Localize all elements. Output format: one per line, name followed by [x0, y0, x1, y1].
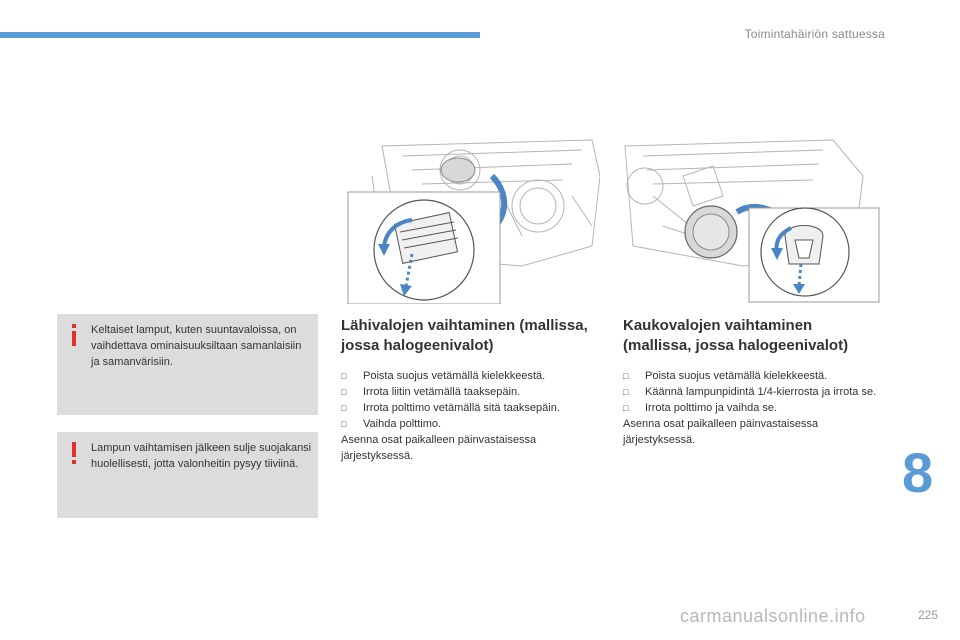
watermark: carmanualsonline.info: [680, 606, 866, 626]
list-item: □ Irrota liitin vetämällä taaksepäin.: [341, 386, 521, 398]
checkbox-bullet-icon: □: [341, 403, 347, 413]
warning-icon: [69, 442, 79, 464]
page-header-title: Toimintahäiriön sattuessa: [744, 27, 885, 41]
list-item: □ Poista suojus vetämällä kielekkeestä.: [623, 370, 828, 382]
checkbox-bullet-icon: □: [623, 387, 629, 397]
info-note-text: Keltaiset lamput, kuten suuntavaloissa, on vaihdettava ominaisuuksiltaan samanlaisiin ja samanvärisiin.: [91, 324, 302, 368]
low-beam-section: [341, 316, 599, 464]
checkbox-bullet-icon: □: [341, 387, 347, 397]
warning-note: [57, 432, 318, 518]
low-beam-title: Lähivalojen vaihtaminen (mallissa, jossa halogeenivalot): [341, 317, 588, 354]
list-item: □ Irrota polttimo vetämällä sitä taaksepäin.: [341, 402, 560, 414]
headlamp-low-beam-drawing: [342, 136, 600, 304]
header-accent-bar: [0, 32, 480, 38]
info-note: [57, 314, 318, 415]
chapter-number: 8: [902, 441, 934, 504]
low-beam-steps: [341, 368, 599, 432]
low-beam-closing: Asenna osat paikalleen päinvastaisessa järjestyksessä.: [341, 434, 537, 462]
checkbox-bullet-icon: □: [341, 371, 347, 381]
checkbox-bullet-icon: □: [623, 403, 629, 413]
high-beam-closing: Asenna osat paikalleen päinvastaisessa järjestyksessä.: [623, 418, 819, 446]
low-beam-illustration: [342, 136, 600, 304]
checkbox-bullet-icon: □: [623, 371, 629, 381]
checkbox-bullet-icon: □: [341, 419, 347, 429]
warning-note-text: Lampun vaihtamisen jälkeen sulje suojakansi huolellisesti, jotta valonheitin pysyy tiiviinä.: [91, 442, 312, 470]
high-beam-steps: [623, 368, 881, 416]
headlamp-high-beam-drawing: [623, 136, 883, 304]
high-beam-illustration: [623, 136, 883, 304]
high-beam-title: Kaukovalojen vaihtaminen (mallissa, jossa halogeenivalot): [623, 317, 849, 354]
list-item: □ Poista suojus vetämällä kielekkeestä.: [341, 370, 546, 382]
list-item: □ Vaihda polttimo.: [341, 418, 442, 430]
list-item: □ Käännä lampunpidintä 1/4-kierrosta ja irrota se.: [623, 386, 877, 398]
page-number: 225: [917, 608, 938, 622]
list-item: □ Irrota polttimo ja vaihda se.: [623, 402, 778, 414]
high-beam-section: [623, 316, 881, 448]
info-icon: [69, 324, 79, 346]
